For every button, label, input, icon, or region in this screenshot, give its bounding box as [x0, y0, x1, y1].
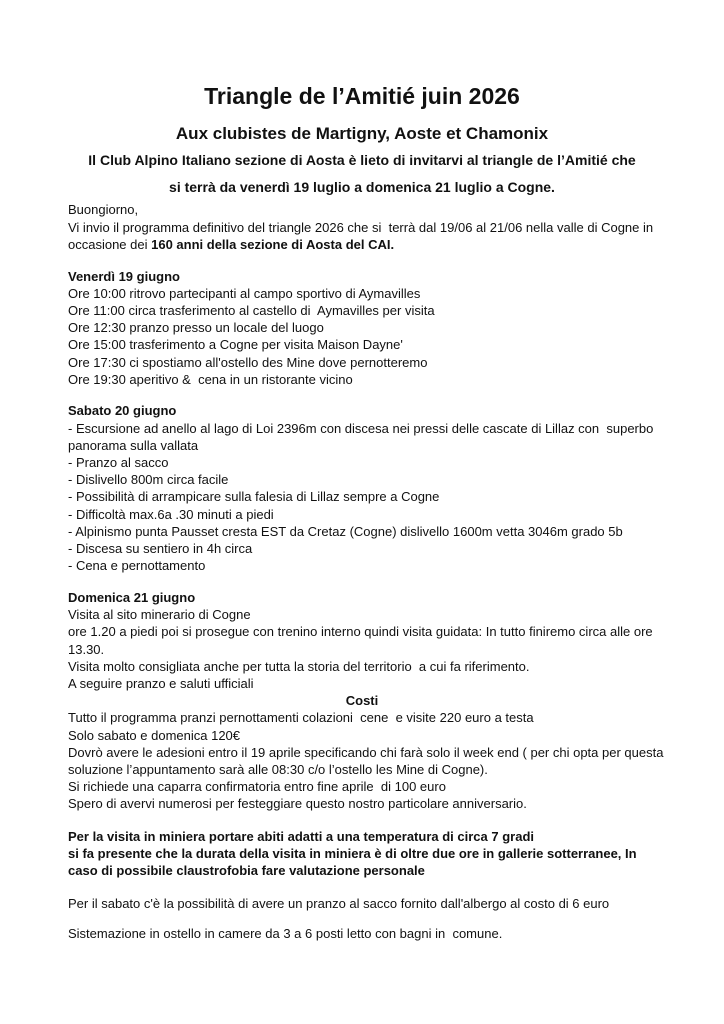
lunch-note: Per il sabato c'è la possibilità di avere un pranzo al sacco fornito dall'albergo al costo di 6 euro: [68, 896, 610, 912]
schedule-line: - Discesa su sentiero in 4h circa: [68, 541, 253, 557]
mine-warning-line: Per la visita in miniera portare abiti adatti a una temperatura di circa 7 gradi: [68, 828, 534, 844]
mine-warning-line: si fa presente che la durata della visita in miniera è di oltre due ore in gallerie sotterranee, In: [68, 845, 637, 861]
doc-title: Triangle de l’Amitié juin 2026: [204, 83, 520, 109]
section-friday: [0, 268, 724, 388]
section-heading-costs: Costi: [345, 693, 379, 709]
greeting-line-prefix: occasione dei: [68, 236, 152, 252]
schedule-line: Ore 19:30 aperitivo & cena in un ristorante vicino: [68, 371, 353, 387]
schedule-line: - Pranzo al sacco: [68, 455, 169, 471]
anniversary-highlight: 160 anni della sezione di Aosta del CAI.: [151, 236, 395, 252]
schedule-line: Visita al sito minerario di Cogne: [68, 607, 251, 623]
costs-line: Si richiede una caparra confirmatoria entro fine aprile di 100 euro: [68, 779, 446, 795]
schedule-line: Ore 12:30 pranzo presso un locale del luogo: [68, 320, 324, 336]
invitation-line: Il Club Alpino Italiano sezione di Aosta è lieto di invitarvi al triangle de l’Amitié che: [88, 152, 636, 168]
schedule-line: - Escursione ad anello al lago di Loi 2396m con discesa nei pressi delle cascate di Lillaz con superbo: [68, 420, 654, 436]
schedule-line: Ore 11:00 circa trasferimento al castello di Aymavilles per visita: [68, 302, 435, 318]
costs-line: Dovrò avere le adesioni entro il 19 aprile specificando chi farà solo il week end ( per chi opta per questa: [68, 744, 664, 760]
section-heading-sunday: Domenica 21 giugno: [68, 589, 196, 605]
schedule-line: Visita molto consigliata anche per tutta la storia del territorio a cui fa riferimento.: [68, 658, 530, 674]
costs-line: Tutto il programma pranzi pernottamenti colazioni cene e visite 220 euro a testa: [68, 710, 534, 726]
greeting-line: Vi invio il programma definitivo del triangle 2026 che si terrà dal 19/06 al 21/06 nella valle di Cogne in: [68, 219, 654, 235]
invitation-line: si terrà da venerdì 19 luglio a domenica 21 luglio a Cogne.: [169, 179, 555, 196]
doc-subtitle: Aux clubistes de Martigny, Aoste et Chamonix: [175, 124, 549, 143]
greeting-line: [0, 236, 724, 253]
doc-body: [0, 201, 724, 942]
section-heading-friday: Venerdì 19 giugno: [68, 268, 180, 284]
costs-line: soluzione l’appuntamento sarà alle 08:30 c/o l’ostello les Mine di Cogne).: [68, 762, 488, 777]
section-sunday: [0, 589, 724, 692]
schedule-line: Ore 17:30 ci spostiamo all'ostello des Mine dove pernotteremo: [68, 354, 428, 370]
schedule-line: Ore 10:00 ritrovo partecipanti al campo sportivo di Aymavilles: [68, 285, 421, 301]
schedule-line: A seguire pranzo e saluti ufficiali: [68, 675, 254, 691]
invitation-paragraph: [0, 147, 724, 201]
section-heading-saturday: Sabato 20 giugno: [68, 403, 177, 419]
schedule-line: - Cena e pernottamento: [68, 558, 206, 574]
schedule-line: panorama sulla vallata: [68, 437, 199, 453]
schedule-line: Ore 15:00 trasferimento a Cogne per visita Maison Dayne': [68, 337, 403, 353]
schedule-line: - Difficoltà max.6a .30 minuti a piedi: [68, 506, 274, 522]
schedule-line: - Alpinismo punta Pausset cresta EST da Cretaz (Cogne) dislivello 1600m vetta 3046m grado 5b: [68, 523, 623, 539]
costs-line: Solo sabato e domenica 120€: [68, 727, 241, 743]
schedule-line: - Dislivello 800m circa facile: [68, 472, 229, 488]
schedule-line: ore 1.20 a piedi poi si prosegue con trenino interno quindi visita guidata: In tutto finiremo circa alle ore: [68, 624, 653, 640]
section-saturday: [0, 402, 724, 574]
mine-warning-paragraph: [0, 828, 724, 880]
greeting-paragraph: [0, 201, 724, 253]
greeting-line: Buongiorno,: [68, 202, 139, 218]
costs-line: Spero di avervi numerosi per festeggiare questo nostro particolare anniversario.: [68, 796, 527, 812]
lodging-note: Sistemazione in ostello in camere da 3 a 6 posti letto con bagni in comune.: [68, 926, 503, 942]
schedule-line: - Possibilità di arrampicare sulla falesia di Lillaz sempre a Cogne: [68, 489, 440, 505]
mine-warning-line: caso di possibile claustrofobia fare valutazione personale: [68, 863, 425, 879]
section-costs: [0, 692, 724, 812]
schedule-line: 13.30.: [68, 641, 105, 657]
